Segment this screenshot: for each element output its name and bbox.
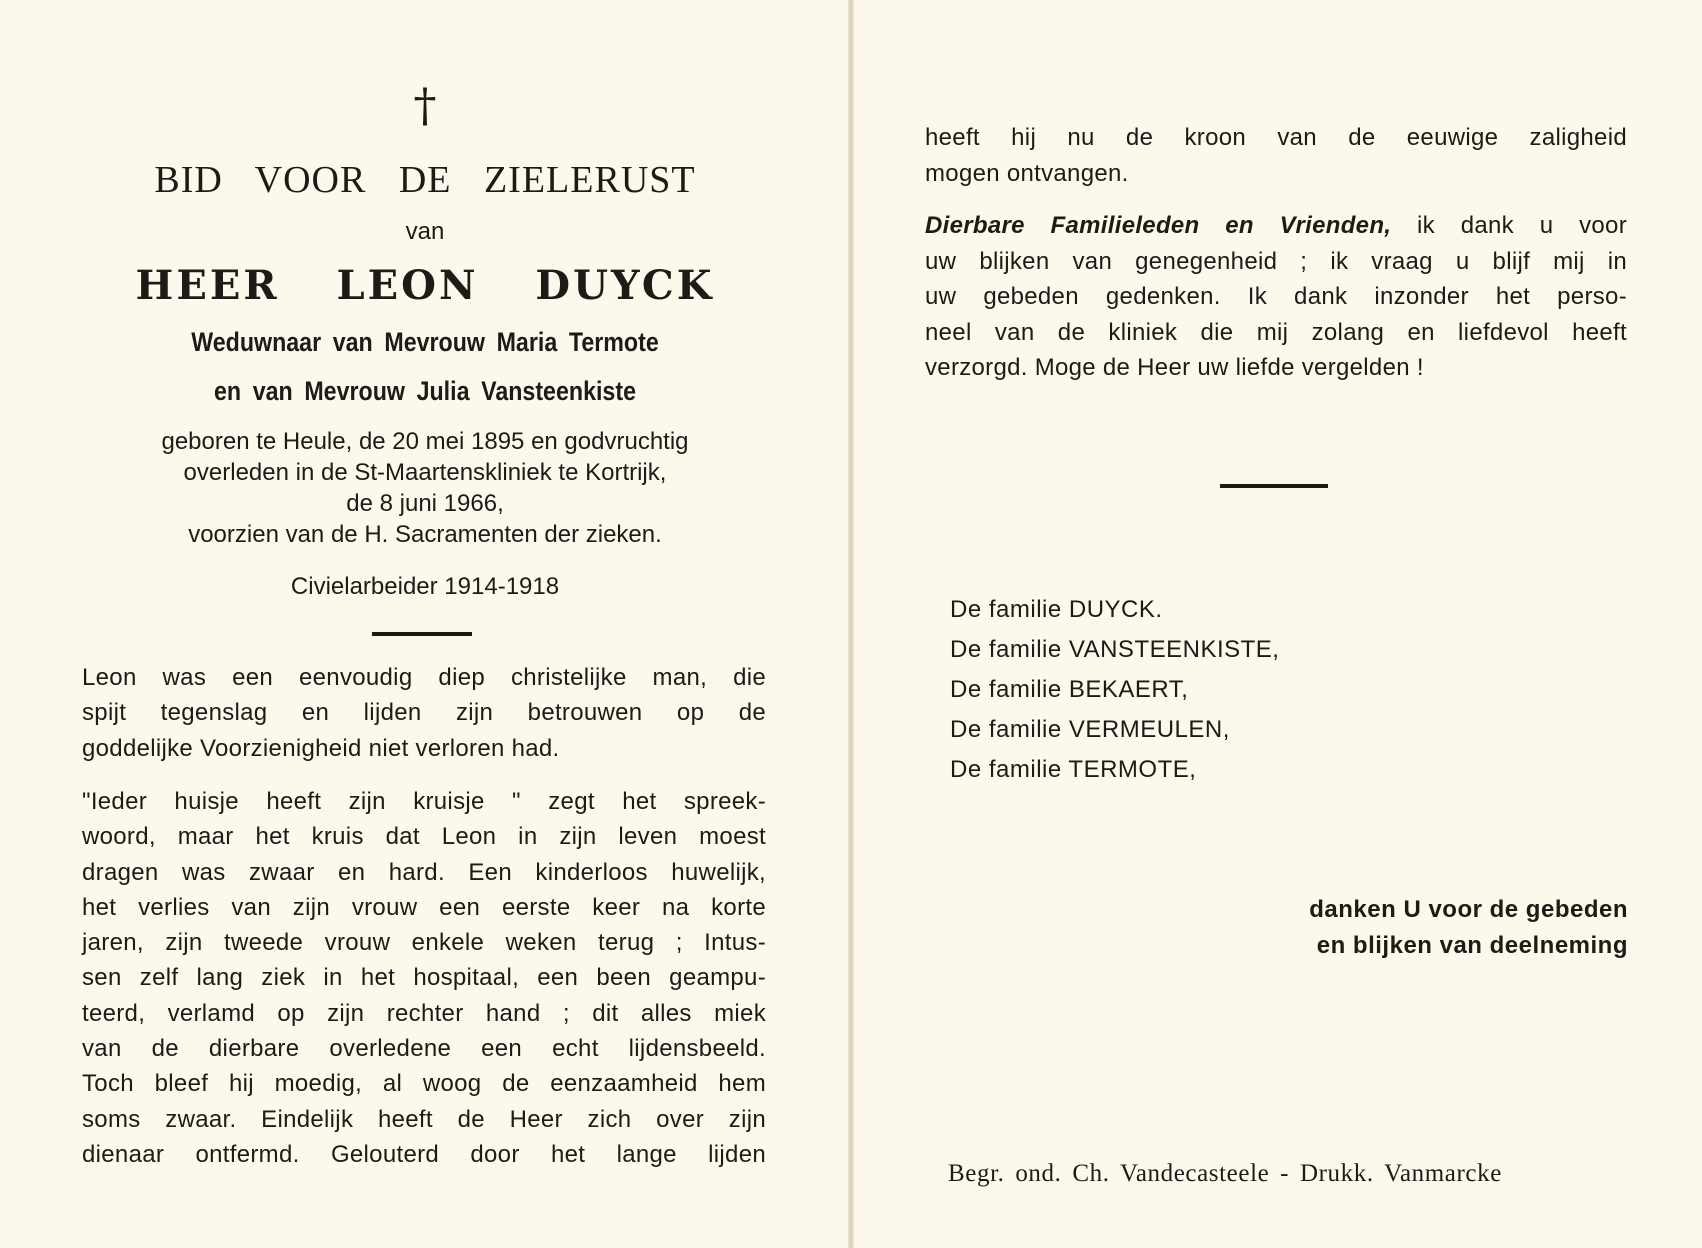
text-line: spijt tegenslag en lijden zijn betrouwen op de bbox=[82, 699, 766, 727]
van-label: van bbox=[405, 218, 445, 245]
printer-credit: Begr. ond. Ch. Vandecasteele - Drukk. Vanmarcke bbox=[948, 1160, 1502, 1187]
widower-line-1: Weduwnaar van Mevrouw Maria Termote bbox=[191, 327, 659, 357]
text-line: dragen was zwaar en hard. Een kinderloos huwelijk, bbox=[82, 858, 766, 886]
text-line: soms zwaar. Eindelijk heeft de Heer zich over zijn bbox=[82, 1105, 766, 1133]
text-line: teerd, verlamd op zijn rechter hand ; dit alles miek bbox=[82, 999, 766, 1027]
family-item: De familie DUYCK. bbox=[950, 596, 1163, 623]
card-fold bbox=[848, 0, 854, 1248]
family-item: De familie VERMEULEN, bbox=[950, 716, 1230, 743]
text-line: mogen ontvangen. bbox=[925, 159, 1129, 187]
biography-paragraph-2 bbox=[82, 784, 766, 1172]
text-line: dienaar ontfermd. Gelouterd door het lange lijden bbox=[82, 1140, 766, 1168]
text-line: van de dierbare overledene een echt lijdensbeeld. bbox=[82, 1035, 766, 1063]
prayer-heading: BID VOOR DE ZIELERUST bbox=[154, 159, 696, 201]
text-line: "Ieder huisje heeft zijn kruisje " zegt het spreek- bbox=[82, 788, 766, 815]
text-line bbox=[925, 208, 1627, 244]
vital-details bbox=[0, 426, 850, 550]
text-line: goddelijke Voorzienigheid niet verloren had. bbox=[82, 734, 560, 762]
left-panel bbox=[0, 0, 850, 1248]
civilian-worker-note: Civielarbeider 1914-1918 bbox=[290, 573, 560, 600]
text-line: jaren, zijn tweede vrouw enkele weken terug ; Intus- bbox=[82, 929, 766, 957]
text-line: Leon was een eenvoudig diep christelijke man, die bbox=[82, 664, 766, 691]
vital-line: geboren te Heule, de 20 mei 1895 en godvruchtig bbox=[161, 428, 689, 455]
continuation-paragraph bbox=[925, 120, 1627, 191]
divider-rule bbox=[372, 632, 472, 636]
deceased-name: HEER LEON DUYCK bbox=[135, 262, 715, 309]
thanks-line: en blijken van deelneming bbox=[1316, 932, 1628, 959]
address-paragraph bbox=[925, 208, 1627, 386]
text-line: heeft hij nu de kroon van de eeuwige zaligheid bbox=[925, 124, 1627, 151]
text-line: verzorgd. Moge de Heer uw liefde vergelden ! bbox=[925, 354, 1424, 381]
address-lead: Dierbare Familieleden en Vrienden, bbox=[925, 212, 1392, 239]
text-line: het verlies van zijn vrouw een eerste keer na korte bbox=[82, 893, 766, 921]
family-item: De familie BEKAERT, bbox=[950, 676, 1189, 703]
text-line: Toch bleef hij moedig, al woog de eenzaamheid hem bbox=[82, 1070, 766, 1098]
biography-paragraph-1 bbox=[82, 660, 766, 766]
cross-symbol: † bbox=[413, 78, 437, 132]
text-line: sen zelf lang ziek in het hospitaal, een been geampu- bbox=[82, 964, 766, 992]
family-item: De familie TERMOTE, bbox=[950, 756, 1197, 783]
text-line: uw gebeden gedenken. Ik dank inzonder het perso- bbox=[925, 283, 1627, 310]
widower-line-2: en van Mevrouw Julia Vansteenkiste bbox=[214, 376, 636, 406]
thanks-line: danken U voor de gebeden bbox=[1309, 896, 1628, 923]
vital-line: de 8 juni 1966, bbox=[346, 490, 504, 517]
family-list bbox=[950, 590, 1279, 790]
address-lead-rest: ik dank u voor bbox=[1391, 212, 1627, 239]
thanks-note bbox=[1150, 892, 1628, 964]
text-line: woord, maar het kruis dat Leon in zijn leven moest bbox=[82, 823, 766, 851]
vital-line: overleden in de St-Maartenskliniek te Kortrijk, bbox=[183, 459, 667, 486]
text-line: uw blijken van genegenheid ; ik vraag u blijf mij in bbox=[925, 247, 1627, 275]
vital-line: voorzien van de H. Sacramenten der zieken. bbox=[188, 521, 662, 548]
family-item: De familie VANSTEENKISTE, bbox=[950, 636, 1280, 663]
divider-rule bbox=[1220, 484, 1328, 488]
text-line: neel van de kliniek die mij zolang en liefdevol heeft bbox=[925, 318, 1627, 346]
